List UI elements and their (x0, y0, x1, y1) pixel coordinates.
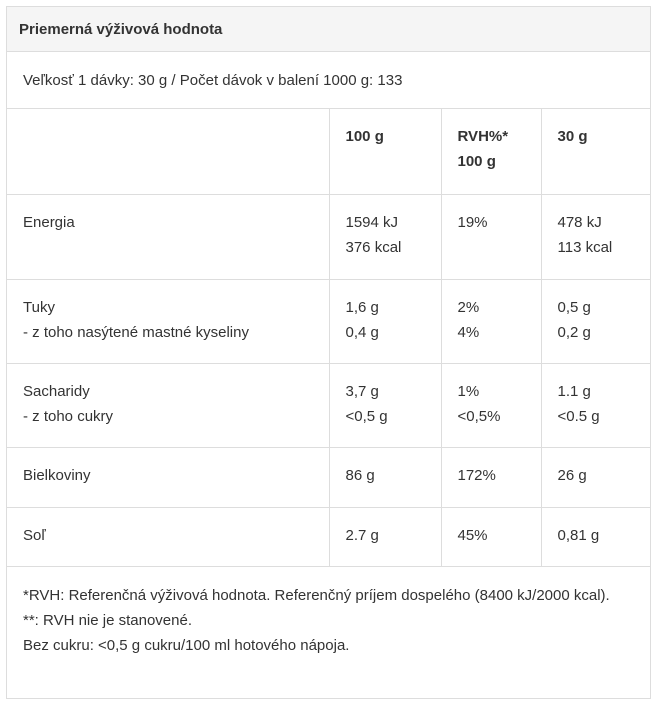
header-per-30g-text: 30 g (557, 128, 588, 145)
value-line: 3,7 g (345, 382, 379, 400)
row-per-100g (329, 447, 441, 507)
row-label-line: Soľ (23, 526, 46, 544)
table-header-row (7, 109, 650, 194)
value-line: 86 g (345, 466, 375, 484)
value-line: 1% (457, 382, 480, 400)
footnote-rvh: *RVH: Referenčná výživová hodnota. Referenčný príjem dospelého (8400 kJ/2000 kcal). (23, 586, 610, 604)
header-per-100g (329, 109, 441, 194)
value-line: <0.5 g (557, 407, 600, 425)
row-rvh (441, 363, 541, 447)
row-per-30g (541, 279, 650, 363)
header-rvh-line2: 100 g (457, 153, 496, 170)
header-rvh (441, 109, 541, 194)
value-line: 0,81 g (557, 526, 600, 544)
table-row-tuky (7, 279, 650, 363)
row-label-line: Bielkoviny (23, 466, 91, 484)
row-rvh (441, 507, 541, 566)
value-line: 2.7 g (345, 526, 379, 544)
value-line: 1594 kJ (345, 213, 399, 231)
footnotes (7, 567, 650, 658)
serving-info: Veľkosť 1 dávky: 30 g / Počet dávok v balení 1000 g: 133 (7, 52, 650, 109)
row-label-line: Energia (23, 213, 75, 231)
row-per-30g (541, 363, 650, 447)
nutrition-panel (6, 6, 651, 699)
value-line: 4% (457, 323, 480, 341)
footnote-not-set: **: RVH nie je stanovené. (23, 611, 192, 629)
value-line: 45% (457, 526, 488, 544)
row-label (7, 194, 329, 279)
header-per-100g-text: 100 g (345, 128, 384, 145)
row-rvh (441, 194, 541, 279)
value-line: 26 g (557, 466, 587, 484)
panel-title: Priemerná výživová hodnota (7, 7, 650, 52)
value-line: 1.1 g (557, 382, 591, 400)
row-label-line: - z toho nasýtené mastné kyseliny (23, 323, 249, 341)
row-label-line: Sacharidy (23, 382, 90, 400)
row-label (7, 447, 329, 507)
table-row-energia (7, 194, 650, 279)
header-rvh-line1: RVH%* (457, 128, 509, 145)
row-per-100g (329, 194, 441, 279)
value-line: 1,6 g (345, 298, 379, 316)
row-label (7, 507, 329, 566)
value-line: 113 kcal (557, 238, 613, 256)
row-per-30g (541, 447, 650, 507)
footnote-sugar-free: Bez cukru: <0,5 g cukru/100 ml hotového nápoja. (23, 636, 350, 654)
value-line: 0,4 g (345, 323, 379, 341)
value-line: 376 kcal (345, 238, 402, 256)
row-label-line: Tuky (23, 298, 55, 316)
row-label (7, 363, 329, 447)
value-line: 478 kJ (557, 213, 602, 231)
row-per-100g (329, 279, 441, 363)
header-per-30g (541, 109, 650, 194)
value-line: 19% (457, 213, 488, 231)
row-per-30g (541, 194, 650, 279)
row-rvh (441, 447, 541, 507)
value-line: <0,5% (457, 407, 501, 425)
value-line: 0,5 g (557, 298, 591, 316)
row-label (7, 279, 329, 363)
row-per-100g (329, 363, 441, 447)
table-row-bielkoviny (7, 447, 650, 507)
value-line: 0,2 g (557, 323, 591, 341)
value-line: 172% (457, 466, 496, 484)
header-label-cell (7, 109, 329, 194)
row-label-line: - z toho cukry (23, 407, 114, 425)
row-per-30g (541, 507, 650, 566)
value-line: 2% (457, 298, 480, 316)
table-row-sacharidy (7, 363, 650, 447)
nutrition-table (7, 109, 650, 567)
row-per-100g (329, 507, 441, 566)
table-row-sol (7, 507, 650, 566)
row-rvh (441, 279, 541, 363)
value-line: <0,5 g (345, 407, 388, 425)
